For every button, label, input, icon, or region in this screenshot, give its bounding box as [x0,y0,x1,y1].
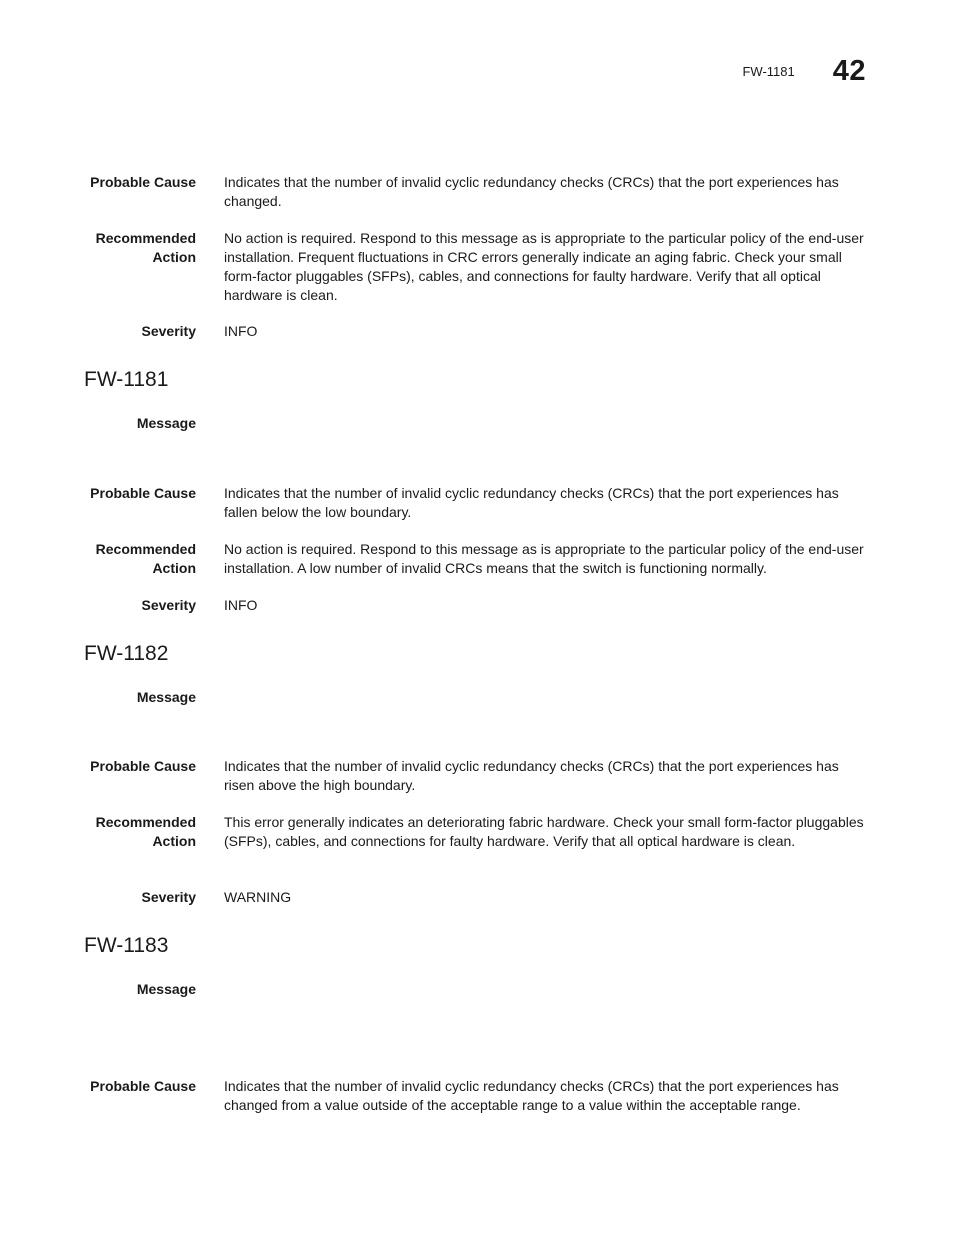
recommended-action-text: No action is required. Respond to this message as is appropriate to the particular policy of the end-user installation. A low number of invalid CRCs means that the switch is functioning normally. [224,541,864,576]
probable-cause-label: Probable Cause [90,174,196,190]
recommended-label [0,540,196,578]
probable-cause-text: Indicates that the number of invalid cyclic redundancy checks (CRCs) that the port experiences has risen above the high boundary. [224,758,839,793]
probable-cause-label: Probable Cause [90,1078,196,1094]
severity-value: INFO [224,597,258,613]
severity-label: Severity [141,889,196,905]
recommended-action-text: This error generally indicates an deteriorating fabric hardware. Check your small form-factor pluggables (SFPs), cables, and connections for faulty hardware. Verify that all optical hardware is clean. [224,814,864,849]
running-head [742,55,866,88]
running-head-label: FW-1181 [742,64,795,79]
probable-cause-label: Probable Cause [90,758,196,774]
recommended-label-line1: Recommended [95,814,196,830]
severity-label: Severity [141,597,196,613]
probable-cause-label: Probable Cause [90,485,196,501]
message-label: Message [136,415,196,431]
section-heading: FW-1182 [84,642,169,665]
severity-label: Severity [141,323,196,339]
recommended-label-line2: Action [152,833,196,849]
section-heading: FW-1183 [84,934,169,957]
recommended-label [0,813,196,851]
probable-cause-text: Indicates that the number of invalid cyclic redundancy checks (CRCs) that the port experiences has changed. [224,174,839,209]
recommended-label-line2: Action [152,249,196,265]
recommended-label-line1: Recommended [95,230,196,246]
recommended-action-text: No action is required. Respond to this message as is appropriate to the particular policy of the end-user installation. Frequent fluctuations in CRC errors generally indicate an aging fabric. Check your small form-factor pluggables (SFPs), cables, and connections for faulty hardware. Verify that all optical hardware is clean. [224,230,864,303]
message-label: Message [136,981,196,997]
probable-cause-text: Indicates that the number of invalid cyclic redundancy checks (CRCs) that the port experiences has changed from a value outside of the acceptable range to a value within the acceptable range. [224,1078,839,1113]
recommended-label [0,229,196,267]
chapter-number: 42 [832,55,866,87]
probable-cause-text: Indicates that the number of invalid cyclic redundancy checks (CRCs) that the port experiences has fallen below the low boundary. [224,485,839,520]
recommended-label-line1: Recommended [95,541,196,557]
recommended-label-line2: Action [152,560,196,576]
message-label: Message [136,689,196,705]
severity-value: WARNING [224,889,292,905]
severity-value: INFO [224,323,258,339]
section-heading: FW-1181 [84,368,169,391]
